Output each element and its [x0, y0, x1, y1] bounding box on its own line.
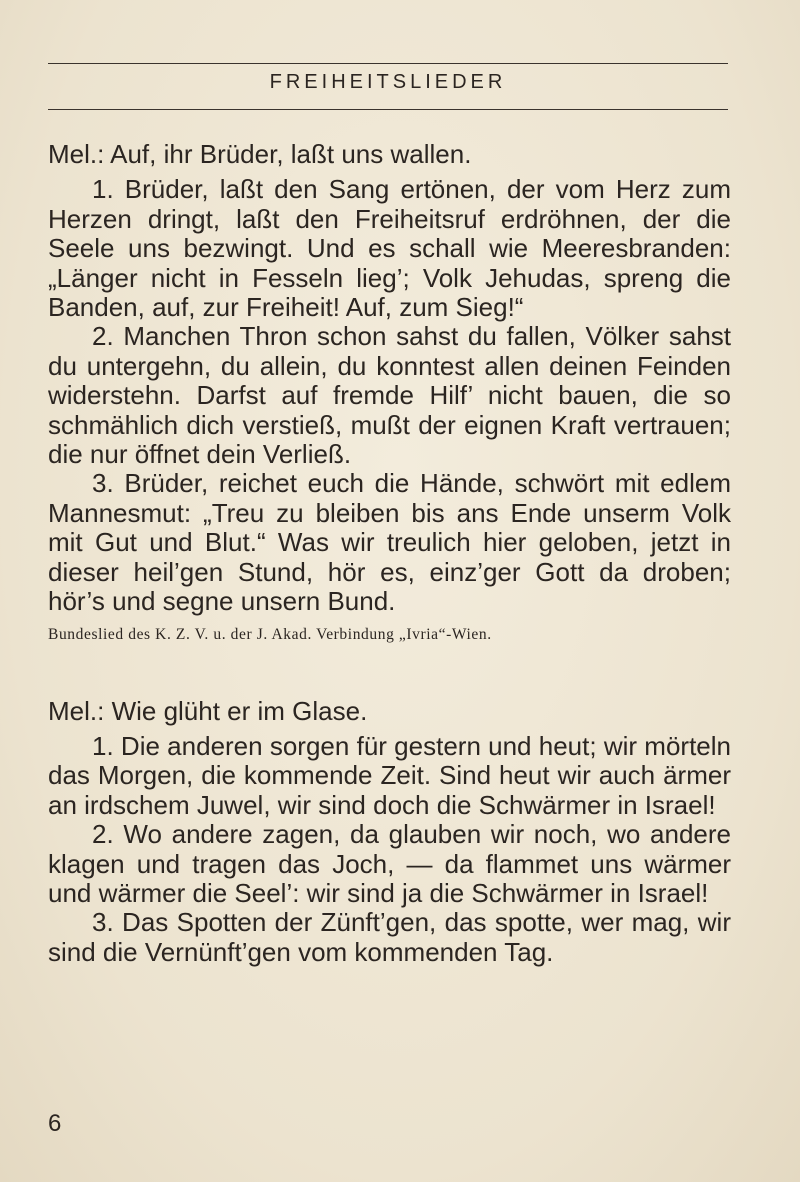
song-1-verse-1: 1. Brüder, laßt den Sang ertönen, der vom Herz zum Herzen dringt, laßt den Freiheitsruf erdröhnen, der die Seele uns bezwingt. Und es schall wie Meeresbranden: „Länger nicht in Fesseln lieg’; Volk Jehudas, spreng die Banden, auf, zur Freiheit! Auf, zum Sieg!“	[48, 174, 731, 323]
song-1-credit: Bundeslied des K. Z. V. u. der J. Akad. Verbindung „Ivria“-Wien.	[48, 625, 492, 643]
running-header: FREIHEITSLIEDER	[269, 71, 507, 93]
header-rule-top	[48, 63, 728, 64]
song-2-verse-2: 2. Wo andere zagen, da glauben wir noch, wo andere klagen und tragen das Joch, — da flammet uns wärmer und wärmer die Seel’: wir sind ja die Schwärmer in Israel!	[48, 819, 731, 908]
header-rule-bottom	[48, 109, 728, 110]
song-1	[48, 140, 731, 645]
song-1-verse-3: 3. Brüder, reichet euch die Hände, schwört mit edlem Mannesmut: „Treu zu bleiben bis ans Ende unserm Volk mit Gut und Blut.“ Was wir treulich hier geloben, jetzt in dieser heil’gen Stund, hör es, einz’ger Gott da droben; hör’s und segne unsern Bund.	[48, 468, 731, 617]
song-2-melody: Mel.: Wie glüht er im Glase.	[48, 695, 368, 726]
song-2-verse-3: 3. Das Spotten der Zünft’gen, das spotte, wer mag, wir sind die Vernünft’gen vom kommenden Tag.	[48, 907, 731, 967]
song-1-melody: Mel.: Auf, ihr Brüder, laßt uns wallen.	[48, 139, 472, 169]
page-number: 6	[48, 1110, 62, 1137]
song-1-verse-2: 2. Manchen Thron schon sahst du fallen, Völker sahst du untergehn, du allein, du konntest allen deinen Feinden widerstehn. Darfst auf fremde Hilf’ nicht bauen, die so schmählich dich verstieß, mußt der eignen Kraft vertrauen; die nur öffnet dein Verließ.	[48, 321, 731, 470]
song-2	[48, 697, 731, 968]
page-content	[48, 140, 731, 967]
song-2-verse-1: 1. Die anderen sorgen für gestern und heut; wir mörteln das Morgen, die kommende Zeit. Sind heut wir auch ärmer an irdschem Juwel, wir sind doch die Schwärmer in Israel!	[48, 730, 731, 820]
